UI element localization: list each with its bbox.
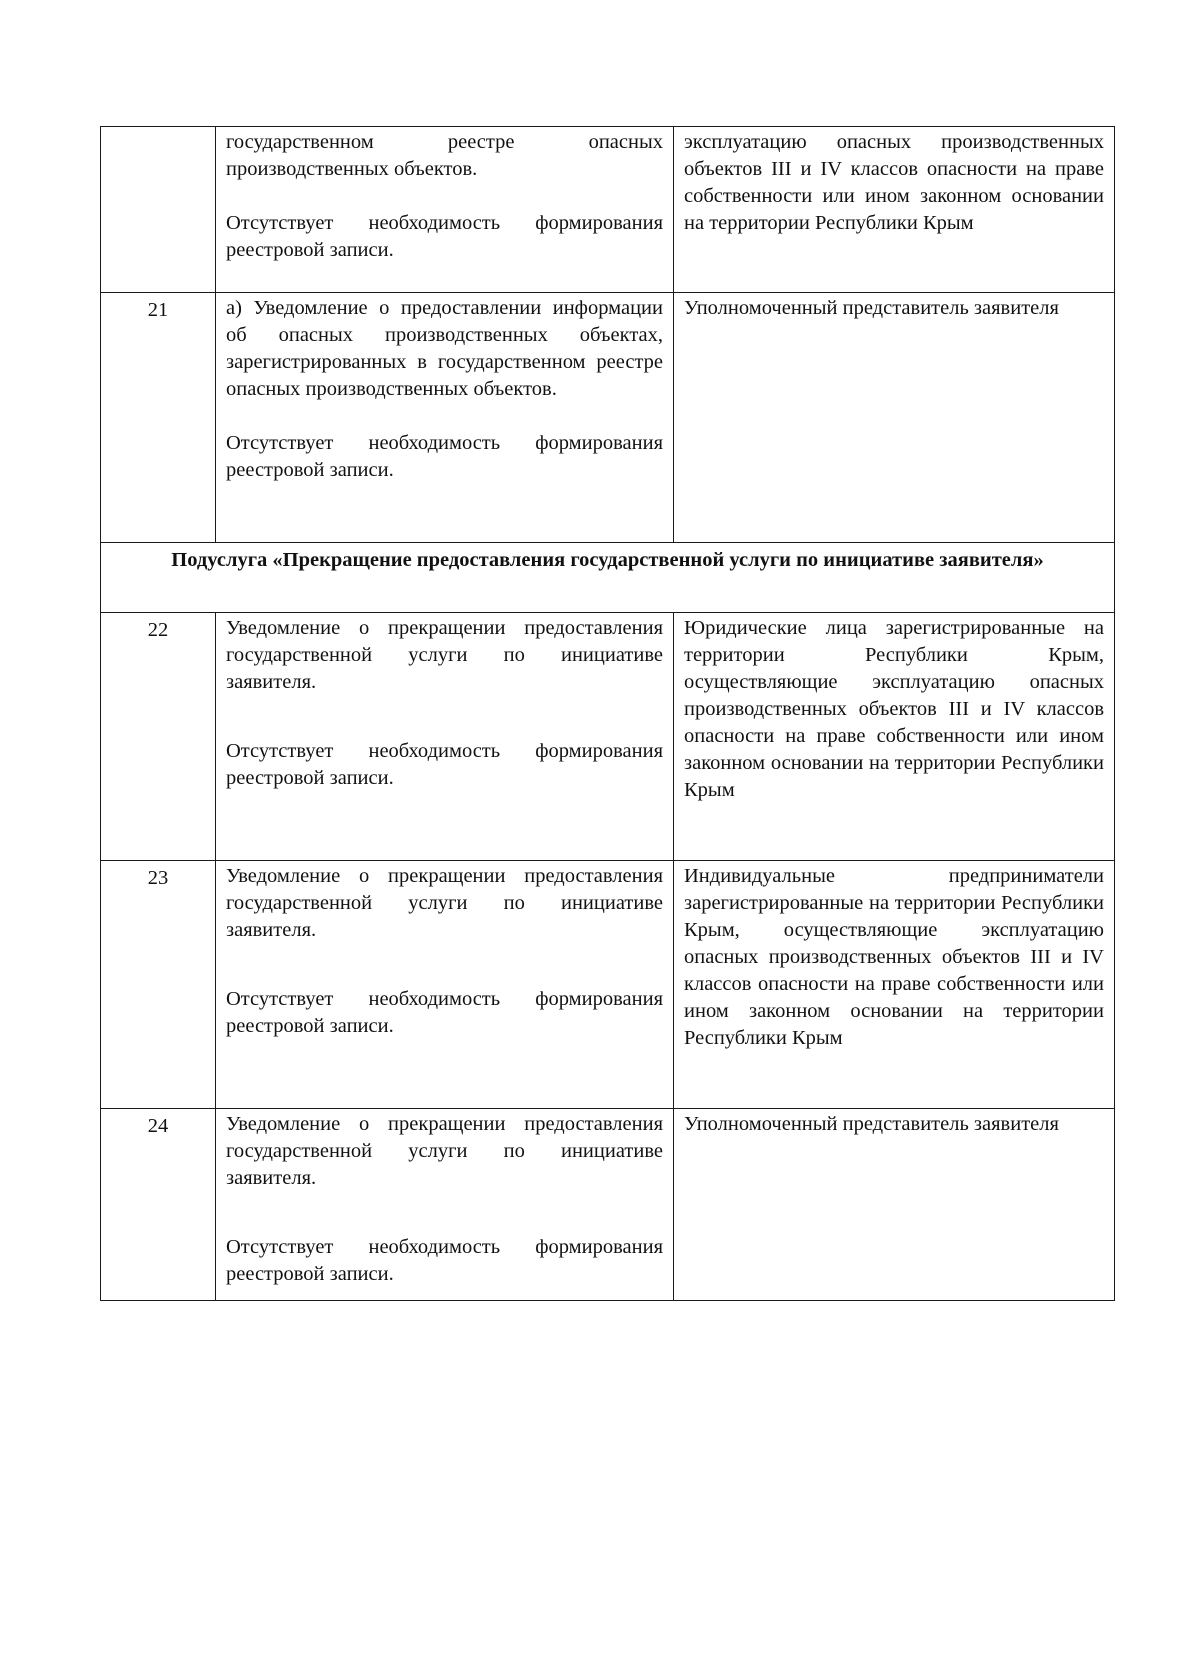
services-table bbox=[100, 126, 1115, 1301]
applicant-cell bbox=[674, 861, 1115, 1109]
service-description: Уведомление о прекращении предоставления государственной услуги по инициативе заявителя. bbox=[226, 865, 663, 941]
applicant-cell bbox=[674, 1109, 1115, 1301]
service-description: а) Уведомление о предоставлении информации об опасных производственных объектах, зарегистрированных в государственном реестре опасных производственных объектов. bbox=[226, 297, 663, 400]
row-number: 23 bbox=[101, 861, 216, 1109]
applicant-text: Уполномоченный представитель заявителя bbox=[684, 1113, 1059, 1135]
table-row-21 bbox=[101, 293, 1115, 543]
table-row-23 bbox=[101, 861, 1115, 1109]
service-description: Уведомление о прекращении предоставления государственной услуги по инициативе заявителя. bbox=[226, 617, 663, 693]
table-row-22 bbox=[101, 613, 1115, 861]
description-cell bbox=[216, 861, 674, 1109]
applicant-cell bbox=[674, 293, 1115, 543]
row-number: 22 bbox=[101, 613, 216, 861]
description-cell bbox=[216, 613, 674, 861]
applicant-text: Индивидуальные предприниматели зарегистрированные на территории Республики Крым, осуществляющие эксплуатацию опасных производственных объектов III и IV классов опасности на праве собственности или ином законном основании на территории Республики Крым bbox=[684, 865, 1104, 1049]
applicant-text: эксплуатацию опасных производственных объектов III и IV классов опасности на праве собственности или ином законном основании на территории Республики Крым bbox=[684, 131, 1104, 234]
registry-note: Отсутствует необходимость формирования реестровой записи. bbox=[226, 432, 663, 481]
applicant-cell bbox=[674, 613, 1115, 861]
service-description: Уведомление о прекращении предоставления государственной услуги по инициативе заявителя. bbox=[226, 1113, 663, 1189]
row-number bbox=[101, 127, 216, 293]
description-cell bbox=[216, 127, 674, 293]
section-title: Подуслуга «Прекращение предоставления государственной услуги по инициативе заявителя» bbox=[101, 543, 1115, 613]
applicant-text: Уполномоченный представитель заявителя bbox=[684, 297, 1059, 319]
section-header-row bbox=[101, 543, 1115, 613]
table-row-24 bbox=[101, 1109, 1115, 1301]
applicant-text: Юридические лица зарегистрированные на территории Республики Крым, осуществляющие эксплуатацию опасных производственных объектов III и IV классов опасности на праве собственности или ином законном основании на территории Республики Крым bbox=[684, 617, 1104, 801]
registry-note: Отсутствует необходимость формирования реестровой записи. bbox=[226, 740, 663, 789]
applicant-cell bbox=[674, 127, 1115, 293]
row-number: 24 bbox=[101, 1109, 216, 1301]
description-cell bbox=[216, 293, 674, 543]
row-number: 21 bbox=[101, 293, 216, 543]
registry-note: Отсутствует необходимость формирования реестровой записи. bbox=[226, 212, 663, 261]
description-cell bbox=[216, 1109, 674, 1301]
table-row-continuation bbox=[101, 127, 1115, 293]
registry-note: Отсутствует необходимость формирования реестровой записи. bbox=[226, 988, 663, 1037]
service-description: государственном реестре опасных производственных объектов. bbox=[226, 131, 663, 180]
registry-note: Отсутствует необходимость формирования реестровой записи. bbox=[226, 1236, 663, 1285]
